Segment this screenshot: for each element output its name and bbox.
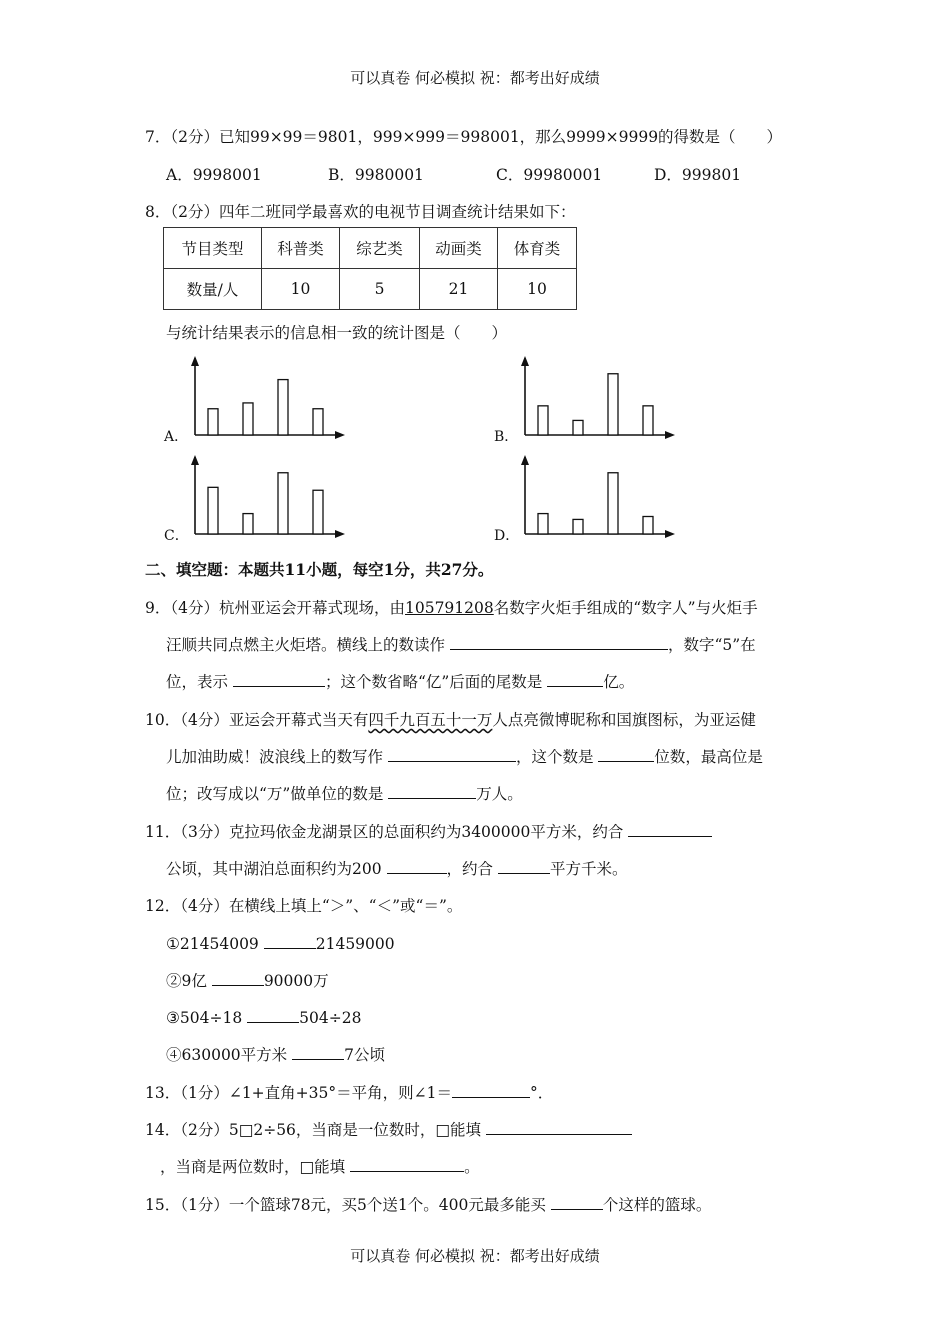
q10-text: 10．（4分）亚运会开幕式当天有 — [145, 711, 369, 729]
q12-text: ②9亿 — [166, 972, 207, 990]
q12-item — [166, 969, 329, 991]
section-title: 二、填空题：本题共11小题，每空1分，共27分。 — [145, 560, 494, 579]
answer-blank[interactable] — [350, 1155, 464, 1172]
q7-option-a: A．9998001 — [166, 166, 262, 184]
y-axis-arrow — [521, 356, 529, 366]
x-axis-arrow — [335, 530, 345, 538]
q14-line2 — [160, 1155, 480, 1177]
q14-line1 — [145, 1118, 632, 1140]
q10-line1 — [145, 708, 756, 730]
answer-blank[interactable] — [387, 857, 447, 874]
survey-table — [163, 227, 577, 310]
q9-text: ，数字“5”在 — [667, 636, 756, 654]
bar-chart-d — [515, 451, 680, 541]
q9-number: 105791208 — [404, 599, 494, 617]
x-axis-arrow — [335, 431, 345, 439]
q14-text: ，当商是两位数时，□能填 — [160, 1158, 346, 1176]
table-row — [164, 269, 577, 310]
q7-option-b: B．9980001 — [328, 166, 424, 184]
bar-a-4 — [313, 409, 323, 435]
table-cell: 综艺类 — [340, 228, 420, 269]
q11-line1 — [145, 820, 712, 842]
q14-text: 14．（2分）5□2÷56，当商是一位数时，□能填 — [145, 1121, 482, 1139]
q7-stem: 7．（2分）已知99×99＝9801，999×999＝998001，那么9999×9999的得数是（ ） — [145, 128, 783, 146]
table-cell: 10 — [498, 269, 577, 310]
q12-text: ①21454009 — [166, 935, 259, 953]
table-cell: 科普类 — [262, 228, 340, 269]
q11-line2 — [166, 857, 628, 879]
table-row — [164, 228, 577, 269]
answer-blank[interactable] — [264, 932, 316, 949]
q10-text: 万人。 — [476, 785, 523, 803]
q14-text: 。 — [464, 1158, 480, 1176]
q12-stem: 12．（4分）在横线上填上“＞”、“＜”或“＝”。 — [145, 897, 463, 915]
q9-line1 — [145, 596, 758, 618]
q9-text: 名数字火炬手组成的“数字人”与火炬手 — [493, 599, 758, 617]
q11-text: 11．（3分）克拉玛依金龙湖景区的总面积约为3400000平方米，约合 — [145, 823, 624, 841]
q11-text: 平方千米。 — [549, 860, 628, 878]
q8-question: 与统计结果表示的信息相一致的统计图是（ ） — [166, 324, 508, 342]
answer-blank[interactable] — [388, 782, 476, 799]
q9-text: 位，表示 — [166, 673, 229, 691]
q11-text: ，约合 — [446, 860, 494, 878]
chart-c-label: C． — [164, 528, 189, 544]
bar-d-3 — [608, 473, 618, 534]
q12-text: 7公顷 — [344, 1046, 385, 1064]
q9-text: 亿。 — [603, 673, 635, 691]
bar-chart-a — [185, 352, 350, 442]
bar-c-2 — [243, 514, 253, 534]
answer-blank[interactable] — [628, 820, 712, 837]
bar-c-4 — [313, 490, 323, 534]
bar-a-2 — [243, 403, 253, 435]
answer-blank[interactable] — [212, 969, 264, 986]
table-cell: 5 — [340, 269, 420, 310]
answer-blank[interactable] — [233, 670, 325, 687]
q9-line3 — [166, 670, 634, 692]
q7-option-d: D．999801 — [654, 166, 742, 184]
q13-text: °． — [529, 1084, 554, 1102]
q13-line — [145, 1081, 553, 1103]
answer-blank[interactable] — [247, 1006, 299, 1023]
q12-item — [166, 932, 395, 953]
q13-text: 13．（1分）∠1+直角+35°＝平角，则∠1＝ — [145, 1084, 452, 1102]
answer-blank[interactable] — [388, 745, 516, 762]
answer-blank[interactable] — [598, 745, 654, 762]
q15-text: 个这样的篮球。 — [602, 1196, 712, 1214]
answer-blank[interactable] — [547, 670, 603, 687]
bar-b-1 — [538, 406, 548, 435]
answer-blank[interactable] — [450, 633, 668, 650]
bar-c-1 — [208, 487, 218, 534]
q10-text: 位；改写成以“万”做单位的数是 — [166, 785, 384, 803]
bar-c-3 — [278, 473, 288, 534]
q9-text: ；这个数省略“亿”后面的尾数是 — [324, 673, 543, 691]
bar-d-2 — [573, 519, 583, 534]
y-axis-arrow — [191, 455, 199, 465]
answer-blank[interactable] — [452, 1081, 530, 1098]
bar-a-3 — [278, 380, 288, 435]
q15-line — [145, 1193, 711, 1215]
q12-text: ④630000平方米 — [166, 1046, 288, 1064]
table-cell: 21 — [420, 269, 498, 310]
bar-d-1 — [538, 514, 548, 534]
table-cell: 动画类 — [420, 228, 498, 269]
q11-text: 公顷，其中湖泊总面积约为200 — [166, 860, 382, 878]
answer-blank[interactable] — [498, 857, 550, 874]
q10-line2 — [166, 745, 763, 767]
answer-blank[interactable] — [292, 1043, 344, 1060]
y-axis-arrow — [521, 455, 529, 465]
q8-stem: 8．（2分）四年二班同学最喜欢的电视节目调查统计结果如下： — [145, 203, 576, 221]
x-axis-arrow — [665, 530, 675, 538]
bar-a-1 — [208, 409, 218, 435]
q12-item — [166, 1006, 361, 1027]
bar-chart-b — [515, 352, 680, 442]
q12-text: 21459000 — [315, 935, 395, 953]
q7-option-c: C．99980001 — [496, 166, 603, 184]
page-footer: 可以真卷 何必模拟 祝：都考出好成绩 — [350, 1247, 600, 1265]
table-cell: 数量/人 — [164, 269, 262, 310]
chart-b-label: B． — [494, 429, 519, 445]
q10-line3 — [166, 782, 523, 804]
bar-b-4 — [643, 406, 653, 435]
table-cell: 体育类 — [498, 228, 577, 269]
table-cell: 10 — [262, 269, 340, 310]
chart-d-label: D． — [494, 528, 520, 544]
q12-text: 90000万 — [263, 972, 329, 990]
bar-d-4 — [643, 517, 653, 535]
answer-blank[interactable] — [551, 1193, 603, 1210]
q10-text: ，这个数是 — [515, 748, 594, 766]
q10-text: 位数，最高位是 — [654, 748, 763, 766]
q12-text: ③504÷18 — [166, 1009, 243, 1027]
chart-a-label: A． — [164, 429, 189, 445]
answer-blank[interactable] — [486, 1118, 632, 1135]
q10-wavy-number: 四千九百五十一万 — [368, 711, 493, 729]
q9-line2 — [166, 633, 756, 655]
bar-b-3 — [608, 374, 618, 435]
bar-chart-c — [185, 451, 350, 541]
q12-item — [166, 1043, 385, 1065]
q10-text: 儿加油助威！波浪线上的数写作 — [166, 748, 384, 766]
page-header: 可以真卷 何必模拟 祝：都考出好成绩 — [350, 69, 600, 87]
q12-text: 504÷28 — [299, 1009, 362, 1027]
table-cell: 节目类型 — [164, 228, 262, 269]
q15-text: 15．（1分）一个篮球78元，买5个送1个。400元最多能买 — [145, 1196, 546, 1214]
x-axis-arrow — [665, 431, 675, 439]
q10-text: 人点亮微博昵称和国旗图标，为亚运健 — [492, 711, 756, 729]
bar-b-2 — [573, 420, 583, 435]
q9-text: 9．（4分）杭州亚运会开幕式现场，由 — [145, 599, 405, 617]
q9-text: 汪顺共同点燃主火炬塔。横线上的数读作 — [166, 636, 446, 654]
y-axis-arrow — [191, 356, 199, 366]
